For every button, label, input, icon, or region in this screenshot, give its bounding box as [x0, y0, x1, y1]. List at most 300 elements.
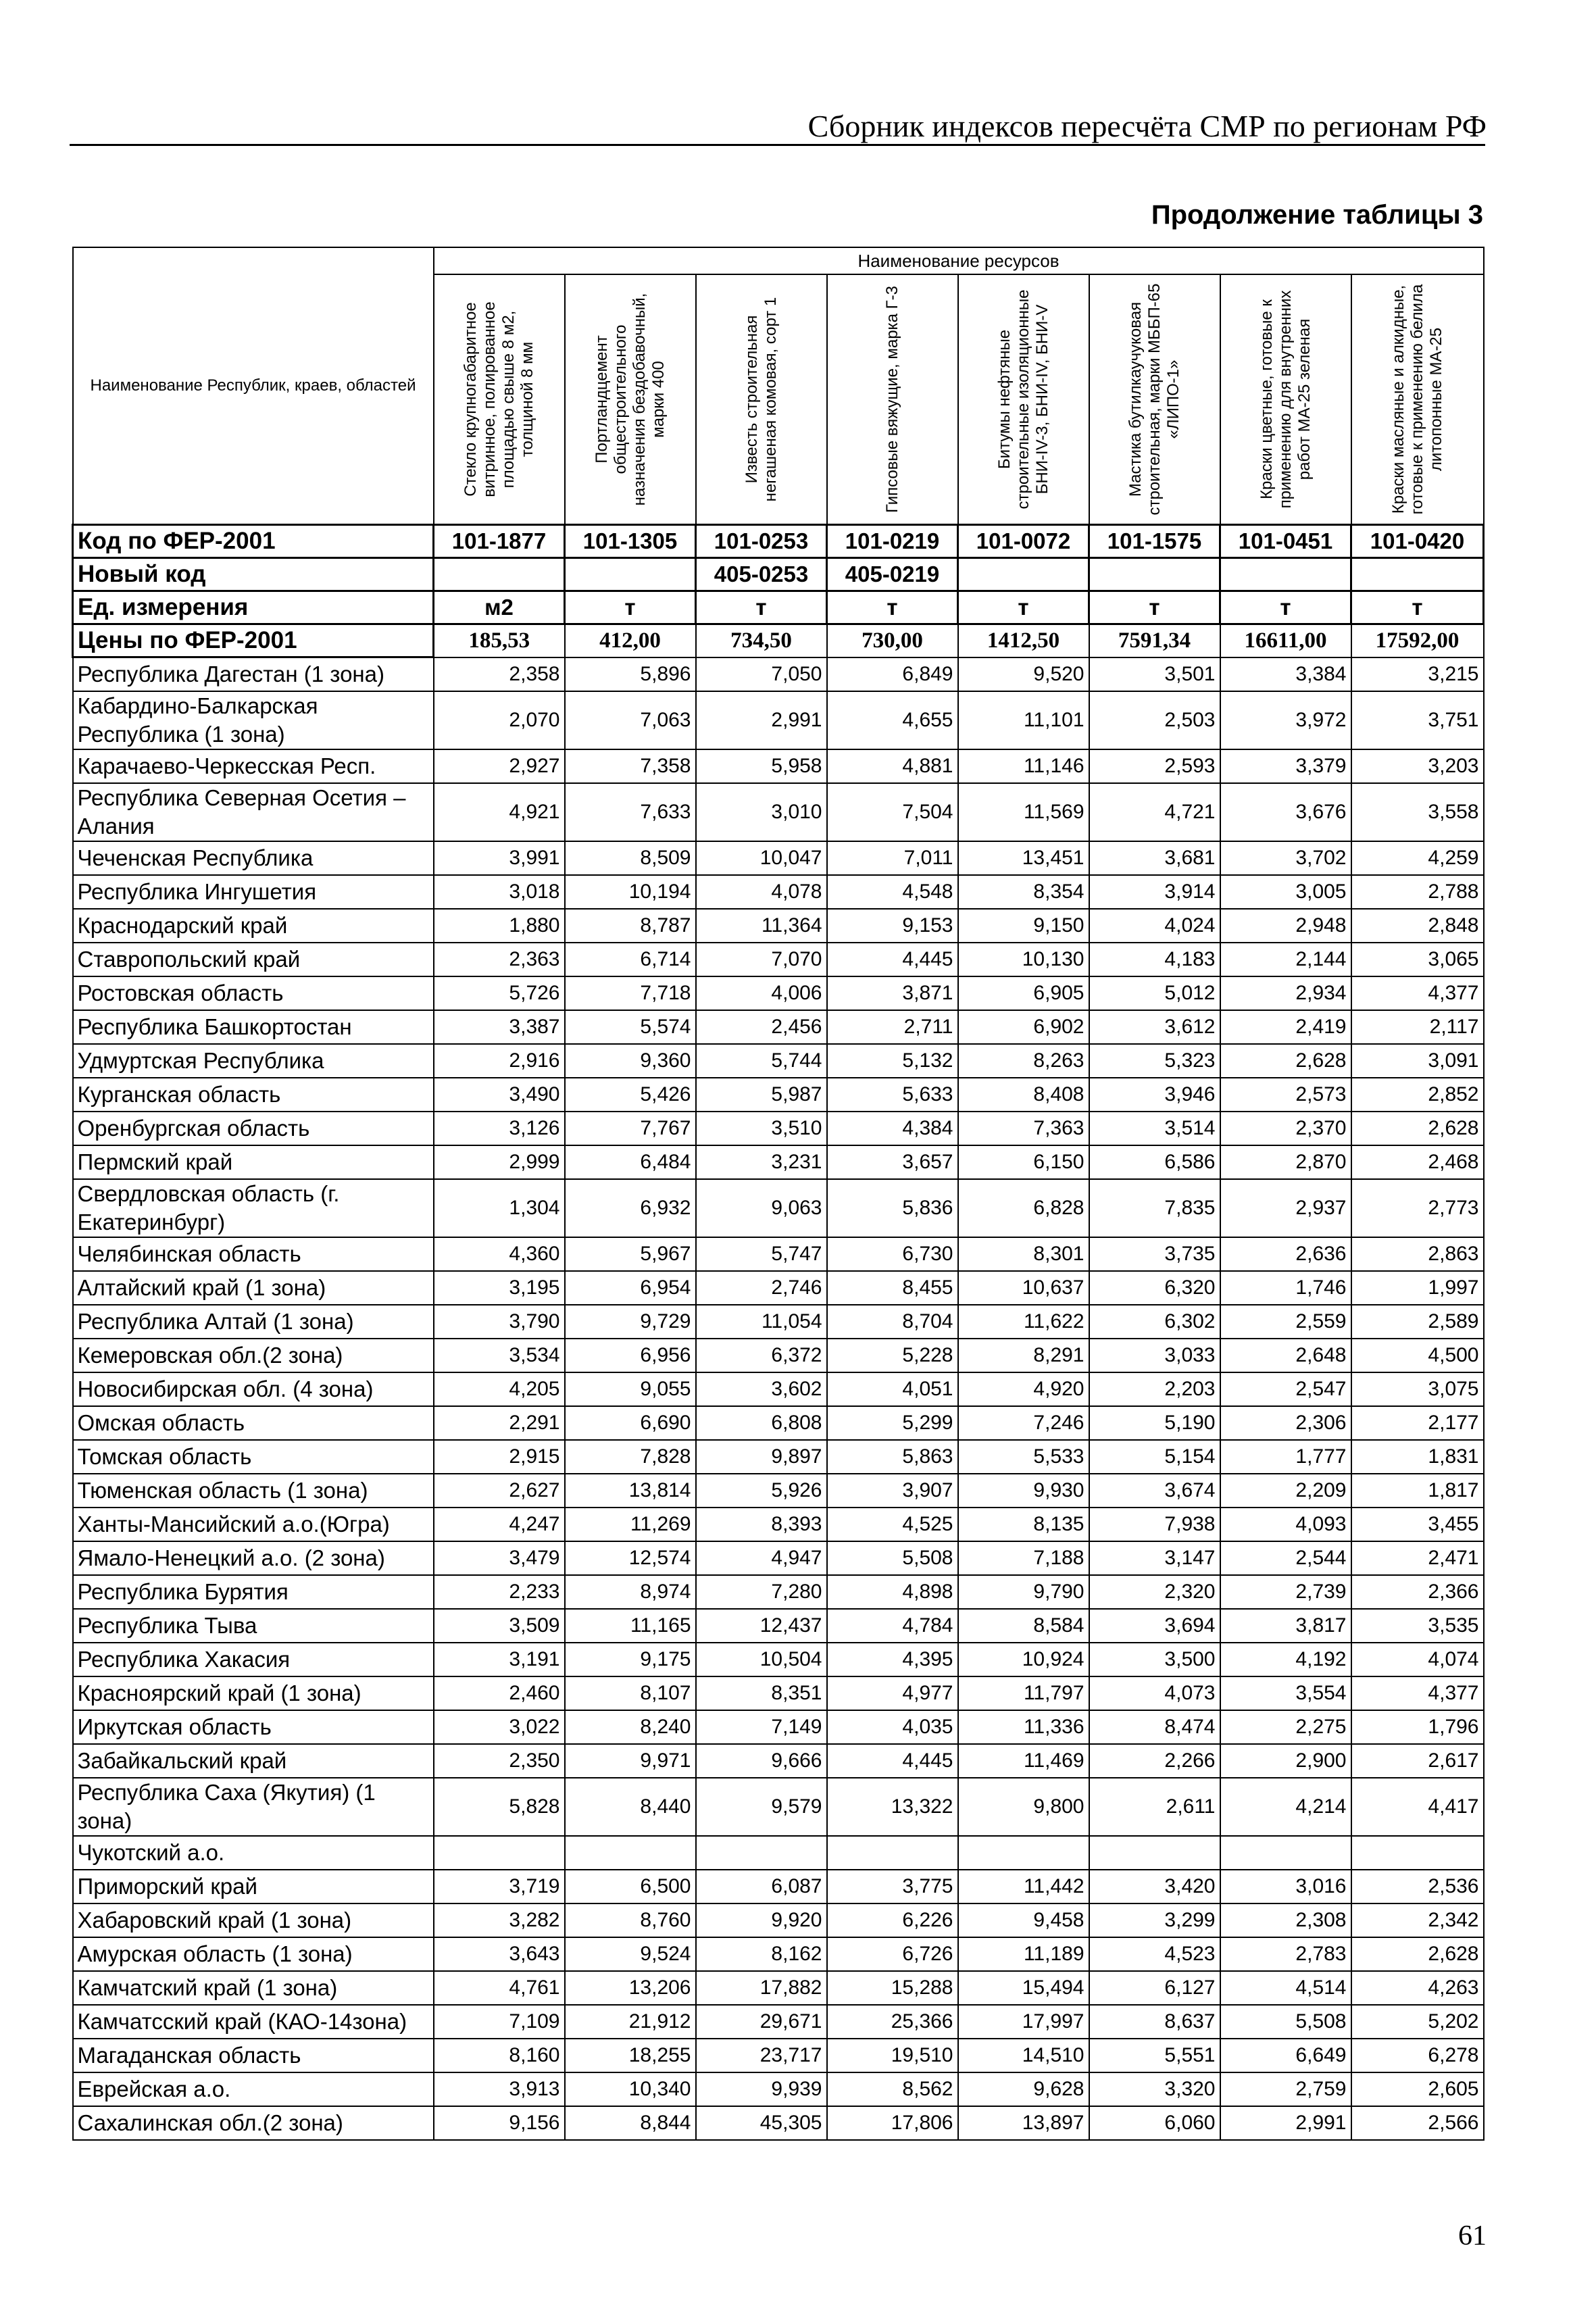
- value-cell: 3,751: [1351, 691, 1484, 749]
- value-cell: 2,589: [1351, 1305, 1484, 1339]
- value-cell: 11,054: [696, 1305, 827, 1339]
- value-cell: 5,633: [827, 1078, 958, 1112]
- value-cell: 8,704: [827, 1305, 958, 1339]
- value-cell: 2,308: [1220, 1903, 1351, 1937]
- value-cell: 5,863: [827, 1440, 958, 1474]
- value-cell: 3,535: [1351, 1609, 1484, 1643]
- row-label: Республика Северная Осетия – Алания: [73, 783, 434, 841]
- value-cell: [565, 1836, 696, 1870]
- value-cell: 2,611: [1089, 1778, 1220, 1836]
- value-cell: 4,263: [1351, 1971, 1484, 2005]
- value-cell: 3,479: [434, 1541, 565, 1575]
- row-label: Республика Тыва: [73, 1609, 434, 1643]
- resource-header-4: [827, 274, 958, 525]
- value-cell: т: [1351, 591, 1484, 624]
- value-cell: 5,533: [958, 1440, 1089, 1474]
- value-cell: 3,510: [696, 1112, 827, 1145]
- meta-row: [73, 591, 1484, 624]
- value-cell: 5,154: [1089, 1440, 1220, 1474]
- value-cell: т: [827, 591, 958, 624]
- value-cell: 5,747: [696, 1237, 827, 1271]
- value-cell: 4,051: [827, 1372, 958, 1406]
- value-cell: 2,358: [434, 657, 565, 692]
- value-cell: 9,729: [565, 1305, 696, 1339]
- value-cell: 11,469: [958, 1744, 1089, 1778]
- value-cell: 3,534: [434, 1339, 565, 1372]
- value-cell: 7,109: [434, 2005, 565, 2039]
- value-cell: 4,920: [958, 1372, 1089, 1406]
- value-cell: 8,301: [958, 1237, 1089, 1271]
- value-cell: 4,078: [696, 875, 827, 909]
- value-cell: 18,255: [565, 2039, 696, 2072]
- value-cell: 4,073: [1089, 1676, 1220, 1710]
- value-cell: 7,358: [565, 749, 696, 783]
- value-cell: 6,828: [958, 1179, 1089, 1237]
- value-cell: 12,437: [696, 1609, 827, 1643]
- value-cell: 730,00: [827, 624, 958, 657]
- row-label: Республика Алтай (1 зона): [73, 1305, 434, 1339]
- resource-name: Стекло крупногабаритное витринное, полированное площадью свыше 8 м2, толщиной 8 мм: [461, 301, 537, 497]
- value-cell: 4,247: [434, 1508, 565, 1541]
- value-cell: 15,494: [958, 1971, 1089, 2005]
- table-row: [73, 1044, 1484, 1078]
- table-row: [73, 976, 1484, 1010]
- value-cell: [565, 558, 696, 591]
- value-cell: 25,366: [827, 2005, 958, 2039]
- value-cell: т: [696, 591, 827, 624]
- value-cell: 3,016: [1220, 1870, 1351, 1903]
- value-cell: 2,788: [1351, 875, 1484, 909]
- table-row: [73, 1508, 1484, 1541]
- meta-row: [73, 558, 1484, 591]
- value-cell: 7,767: [565, 1112, 696, 1145]
- value-cell: 2,117: [1351, 1010, 1484, 1044]
- value-cell: 2,915: [434, 1440, 565, 1474]
- value-cell: 9,971: [565, 1744, 696, 1778]
- value-cell: 11,442: [958, 1870, 1089, 1903]
- row-label: Республика Хакасия: [73, 1643, 434, 1676]
- table-row: [73, 657, 1484, 692]
- value-cell: 6,956: [565, 1339, 696, 1372]
- value-cell: 7,050: [696, 657, 827, 692]
- value-cell: 6,649: [1220, 2039, 1351, 2072]
- value-cell: 6,849: [827, 657, 958, 692]
- value-cell: 6,484: [565, 1145, 696, 1179]
- row-label: Ямало-Ненецкий а.о. (2 зона): [73, 1541, 434, 1575]
- table-row: [73, 1237, 1484, 1271]
- value-cell: 4,192: [1220, 1643, 1351, 1676]
- value-cell: 3,384: [1220, 657, 1351, 692]
- table-row: [73, 1744, 1484, 1778]
- value-cell: 9,666: [696, 1744, 827, 1778]
- table-row: [73, 783, 1484, 841]
- table-row: [73, 943, 1484, 976]
- value-cell: 8,760: [565, 1903, 696, 1937]
- value-cell: 21,912: [565, 2005, 696, 2039]
- value-cell: 2,628: [1351, 1112, 1484, 1145]
- value-cell: 3,203: [1351, 749, 1484, 783]
- table-row: [73, 1971, 1484, 2005]
- value-cell: 6,278: [1351, 2039, 1484, 2072]
- value-cell: 8,474: [1089, 1710, 1220, 1744]
- value-cell: 3,735: [1089, 1237, 1220, 1271]
- value-cell: 3,500: [1089, 1643, 1220, 1676]
- value-cell: 5,896: [565, 657, 696, 692]
- value-cell: 2,503: [1089, 691, 1220, 749]
- value-cell: 101-1305: [565, 525, 696, 558]
- value-cell: 9,156: [434, 2106, 565, 2140]
- value-cell: 8,160: [434, 2039, 565, 2072]
- value-cell: 10,504: [696, 1643, 827, 1676]
- resource-name: Битумы нефтяные строительные изоляционные БНИ-IV-3, БНИ-IV, БНИ-V: [995, 289, 1051, 509]
- value-cell: 9,800: [958, 1778, 1089, 1836]
- resource-group-header: Наименование ресурсов: [434, 247, 1484, 274]
- resource-header-6: [1089, 274, 1220, 525]
- table-row: [73, 1937, 1484, 1971]
- value-cell: 8,509: [565, 841, 696, 875]
- value-cell: 17592,00: [1351, 624, 1484, 657]
- value-cell: 3,195: [434, 1271, 565, 1305]
- value-cell: 5,508: [827, 1541, 958, 1575]
- value-cell: 4,523: [1089, 1937, 1220, 1971]
- value-cell: 3,010: [696, 783, 827, 841]
- value-cell: 2,468: [1351, 1145, 1484, 1179]
- value-cell: 11,165: [565, 1609, 696, 1643]
- value-cell: 7591,34: [1089, 624, 1220, 657]
- value-cell: 5,202: [1351, 2005, 1484, 2039]
- value-cell: 3,091: [1351, 1044, 1484, 1078]
- value-cell: 3,991: [434, 841, 565, 875]
- value-cell: 734,50: [696, 624, 827, 657]
- value-cell: 2,628: [1351, 1937, 1484, 1971]
- value-cell: 2,773: [1351, 1179, 1484, 1237]
- value-cell: 2,233: [434, 1575, 565, 1609]
- table-row: [73, 749, 1484, 783]
- value-cell: 4,761: [434, 1971, 565, 2005]
- value-cell: 8,351: [696, 1676, 827, 1710]
- value-cell: [1089, 558, 1220, 591]
- value-cell: 4,881: [827, 749, 958, 783]
- table-row: [73, 1676, 1484, 1710]
- row-label: Амурская область (1 зона): [73, 1937, 434, 1971]
- corner-header: Наименование Республик, краев, областей: [73, 247, 434, 525]
- value-cell: 2,991: [1220, 2106, 1351, 2140]
- value-cell: 3,033: [1089, 1339, 1220, 1372]
- value-cell: 2,342: [1351, 1903, 1484, 1937]
- value-cell: 11,797: [958, 1676, 1089, 1710]
- value-cell: 8,240: [565, 1710, 696, 1744]
- value-cell: 3,509: [434, 1609, 565, 1643]
- value-cell: 13,451: [958, 841, 1089, 875]
- value-cell: 8,263: [958, 1044, 1089, 1078]
- value-cell: 3,379: [1220, 749, 1351, 783]
- value-cell: 17,997: [958, 2005, 1089, 2039]
- row-label: Омская область: [73, 1406, 434, 1440]
- value-cell: 2,759: [1220, 2072, 1351, 2106]
- value-cell: 11,269: [565, 1508, 696, 1541]
- value-cell: [1351, 558, 1484, 591]
- value-cell: 6,372: [696, 1339, 827, 1372]
- row-label: Республика Ингушетия: [73, 875, 434, 909]
- value-cell: 4,024: [1089, 909, 1220, 943]
- value-cell: 6,302: [1089, 1305, 1220, 1339]
- row-label: Курганская область: [73, 1078, 434, 1112]
- value-cell: 9,175: [565, 1643, 696, 1676]
- value-cell: 3,022: [434, 1710, 565, 1744]
- price-row: [73, 624, 1484, 657]
- value-cell: 2,648: [1220, 1339, 1351, 1372]
- table-row: [73, 1903, 1484, 1937]
- table-row: [73, 1339, 1484, 1372]
- resource-name: Мастика бутилкаучуковая строительная, марки МББП-65 «ЛИПО-1»: [1126, 283, 1182, 516]
- value-cell: [434, 1836, 565, 1870]
- value-cell: 10,924: [958, 1643, 1089, 1676]
- row-label: Забайкальский край: [73, 1744, 434, 1778]
- value-cell: 3,558: [1351, 783, 1484, 841]
- value-cell: 3,501: [1089, 657, 1220, 692]
- value-cell: 3,387: [434, 1010, 565, 1044]
- value-cell: 5,726: [434, 976, 565, 1010]
- value-cell: 9,939: [696, 2072, 827, 2106]
- value-cell: 4,214: [1220, 1778, 1351, 1836]
- table-row: [73, 1541, 1484, 1575]
- resource-name: Краски масляные и алкидные, готовые к применению белила литопонные МА-25: [1389, 284, 1445, 515]
- value-cell: 8,291: [958, 1339, 1089, 1372]
- table-row: [73, 2072, 1484, 2106]
- value-cell: 2,636: [1220, 1237, 1351, 1271]
- value-cell: 2,460: [434, 1676, 565, 1710]
- value-cell: 3,147: [1089, 1541, 1220, 1575]
- row-label: Сахалинская обл.(2 зона): [73, 2106, 434, 2140]
- value-cell: [958, 558, 1089, 591]
- value-cell: 6,932: [565, 1179, 696, 1237]
- value-cell: 4,445: [827, 943, 958, 976]
- row-label: Камчатсский край (КАО-14зона): [73, 2005, 434, 2039]
- value-cell: 7,149: [696, 1710, 827, 1744]
- value-cell: 3,018: [434, 875, 565, 909]
- value-cell: 101-1575: [1089, 525, 1220, 558]
- row-label: Ставропольский край: [73, 943, 434, 976]
- table-row: [73, 841, 1484, 875]
- value-cell: 6,726: [827, 1937, 958, 1971]
- value-cell: 5,987: [696, 1078, 827, 1112]
- value-cell: 9,790: [958, 1575, 1089, 1609]
- value-cell: 8,354: [958, 875, 1089, 909]
- value-cell: 2,573: [1220, 1078, 1351, 1112]
- value-cell: 8,408: [958, 1078, 1089, 1112]
- value-cell: 6,586: [1089, 1145, 1220, 1179]
- value-cell: 1,817: [1351, 1474, 1484, 1508]
- value-cell: 10,637: [958, 1271, 1089, 1305]
- resource-name: Краски цветные, готовые к применению для внутренних работ МА-25 зеленая: [1257, 290, 1314, 509]
- value-cell: 3,320: [1089, 2072, 1220, 2106]
- value-cell: 9,360: [565, 1044, 696, 1078]
- table-row: [73, 909, 1484, 943]
- value-cell: 3,490: [434, 1078, 565, 1112]
- value-cell: 3,676: [1220, 783, 1351, 841]
- value-cell: 19,510: [827, 2039, 958, 2072]
- value-cell: 1,746: [1220, 1271, 1351, 1305]
- value-cell: 1412,50: [958, 624, 1089, 657]
- row-label: Цены по ФЕР-2001: [73, 624, 434, 657]
- row-label: Магаданская область: [73, 2039, 434, 2072]
- value-cell: 4,721: [1089, 783, 1220, 841]
- row-label: Томская область: [73, 1440, 434, 1474]
- running-header: Сборник индексов пересчёта СМР по регионам РФ: [807, 109, 1487, 143]
- row-label: Чеченская Республика: [73, 841, 434, 875]
- value-cell: 3,075: [1351, 1372, 1484, 1406]
- value-cell: 2,593: [1089, 749, 1220, 783]
- value-cell: 2,746: [696, 1271, 827, 1305]
- value-cell: 412,00: [565, 624, 696, 657]
- value-cell: 2,144: [1220, 943, 1351, 976]
- value-cell: 17,806: [827, 2106, 958, 2140]
- value-cell: 2,711: [827, 1010, 958, 1044]
- row-label: Ед. измерения: [73, 591, 434, 624]
- value-cell: 3,790: [434, 1305, 565, 1339]
- table-body: [73, 525, 1484, 2141]
- value-cell: 3,299: [1089, 1903, 1220, 1937]
- value-cell: 4,898: [827, 1575, 958, 1609]
- value-cell: 4,395: [827, 1643, 958, 1676]
- value-cell: 5,574: [565, 1010, 696, 1044]
- value-cell: 4,259: [1351, 841, 1484, 875]
- value-cell: 2,605: [1351, 2072, 1484, 2106]
- value-cell: 101-0451: [1220, 525, 1351, 558]
- table-row: [73, 1778, 1484, 1836]
- value-cell: 7,188: [958, 1541, 1089, 1575]
- table-row: [73, 1440, 1484, 1474]
- row-label: Приморский край: [73, 1870, 434, 1903]
- value-cell: т: [958, 591, 1089, 624]
- value-cell: 101-0420: [1351, 525, 1484, 558]
- resource-name: Известь строительная негашеная комовая, сорт 1: [742, 297, 780, 502]
- value-cell: 4,417: [1351, 1778, 1484, 1836]
- table-row: [73, 1710, 1484, 1744]
- value-cell: 4,183: [1089, 943, 1220, 976]
- value-cell: 1,777: [1220, 1440, 1351, 1474]
- value-cell: [1089, 1836, 1220, 1870]
- value-cell: 45,305: [696, 2106, 827, 2140]
- value-cell: т: [1089, 591, 1220, 624]
- value-cell: 1,304: [434, 1179, 565, 1237]
- value-cell: 101-1877: [434, 525, 565, 558]
- value-cell: 3,514: [1089, 1112, 1220, 1145]
- value-cell: 6,226: [827, 1903, 958, 1937]
- value-cell: 4,525: [827, 1508, 958, 1541]
- table-header: [73, 247, 1484, 525]
- row-label: Тюменская область (1 зона): [73, 1474, 434, 1508]
- value-cell: 2,070: [434, 691, 565, 749]
- row-label: Ростовская область: [73, 976, 434, 1010]
- value-cell: 2,363: [434, 943, 565, 976]
- value-cell: 4,006: [696, 976, 827, 1010]
- value-cell: 3,231: [696, 1145, 827, 1179]
- value-cell: 4,977: [827, 1676, 958, 1710]
- value-cell: 3,871: [827, 976, 958, 1010]
- value-cell: 7,504: [827, 783, 958, 841]
- row-label: Республика Дагестан (1 зона): [73, 657, 434, 692]
- value-cell: 5,426: [565, 1078, 696, 1112]
- row-label: Кемеровская обл.(2 зона): [73, 1339, 434, 1372]
- value-cell: 9,063: [696, 1179, 827, 1237]
- value-cell: 3,643: [434, 1937, 565, 1971]
- value-cell: 5,967: [565, 1237, 696, 1271]
- value-cell: 2,934: [1220, 976, 1351, 1010]
- value-cell: 3,817: [1220, 1609, 1351, 1643]
- value-cell: 2,863: [1351, 1237, 1484, 1271]
- value-cell: 4,655: [827, 691, 958, 749]
- value-cell: 3,657: [827, 1145, 958, 1179]
- value-cell: 4,921: [434, 783, 565, 841]
- value-cell: 4,514: [1220, 1971, 1351, 2005]
- value-cell: 7,633: [565, 783, 696, 841]
- value-cell: 4,377: [1351, 976, 1484, 1010]
- value-cell: 9,153: [827, 909, 958, 943]
- value-cell: 3,602: [696, 1372, 827, 1406]
- value-cell: 6,808: [696, 1406, 827, 1440]
- row-label: Еврейская а.о.: [73, 2072, 434, 2106]
- value-cell: 2,870: [1220, 1145, 1351, 1179]
- row-label: Пермский край: [73, 1145, 434, 1179]
- value-cell: 6,060: [1089, 2106, 1220, 2140]
- table-row: [73, 875, 1484, 909]
- value-cell: м2: [434, 591, 565, 624]
- table-row: [73, 1112, 1484, 1145]
- value-cell: 13,322: [827, 1778, 958, 1836]
- value-cell: 6,690: [565, 1406, 696, 1440]
- table-row: [73, 1474, 1484, 1508]
- value-cell: 16611,00: [1220, 624, 1351, 657]
- value-cell: [434, 558, 565, 591]
- value-cell: 13,897: [958, 2106, 1089, 2140]
- value-cell: 3,946: [1089, 1078, 1220, 1112]
- value-cell: 1,796: [1351, 1710, 1484, 1744]
- value-cell: 9,150: [958, 909, 1089, 943]
- value-cell: 2,177: [1351, 1406, 1484, 1440]
- value-cell: 3,907: [827, 1474, 958, 1508]
- value-cell: 7,828: [565, 1440, 696, 1474]
- row-label: Карачаево-Черкесская Респ.: [73, 749, 434, 783]
- row-label: Хабаровский край (1 зона): [73, 1903, 434, 1937]
- value-cell: 8,844: [565, 2106, 696, 2140]
- row-label: Челябинская область: [73, 1237, 434, 1271]
- value-cell: 5,958: [696, 749, 827, 783]
- value-cell: 6,905: [958, 976, 1089, 1010]
- table-row: [73, 1271, 1484, 1305]
- table-row: [73, 1372, 1484, 1406]
- value-cell: [1220, 558, 1351, 591]
- table-row: [73, 1870, 1484, 1903]
- value-cell: 9,524: [565, 1937, 696, 1971]
- value-cell: 2,948: [1220, 909, 1351, 943]
- value-cell: 3,702: [1220, 841, 1351, 875]
- value-cell: 5,836: [827, 1179, 958, 1237]
- value-cell: 185,53: [434, 624, 565, 657]
- value-cell: 2,370: [1220, 1112, 1351, 1145]
- value-cell: 9,520: [958, 657, 1089, 692]
- value-cell: 8,135: [958, 1508, 1089, 1541]
- value-cell: 10,340: [565, 2072, 696, 2106]
- value-cell: 2,209: [1220, 1474, 1351, 1508]
- value-cell: 405-0253: [696, 558, 827, 591]
- value-cell: 11,101: [958, 691, 1089, 749]
- value-cell: 2,559: [1220, 1305, 1351, 1339]
- value-cell: 3,681: [1089, 841, 1220, 875]
- value-cell: 7,835: [1089, 1179, 1220, 1237]
- value-cell: 12,574: [565, 1541, 696, 1575]
- table-row: [73, 1078, 1484, 1112]
